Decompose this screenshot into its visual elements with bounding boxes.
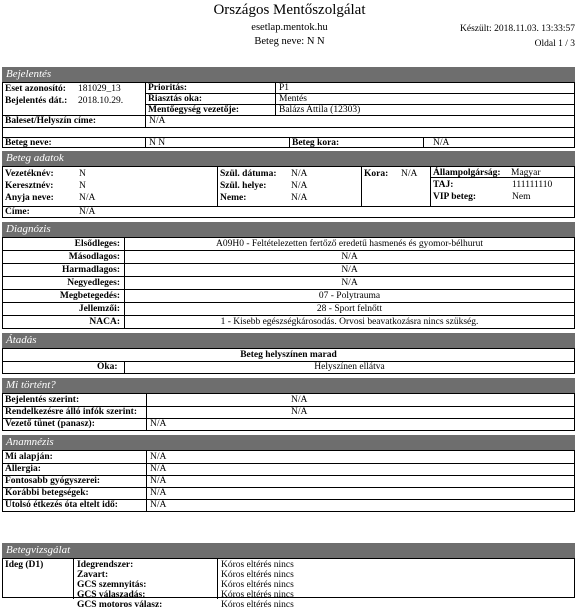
diagnosis-value: N/A [341, 278, 358, 288]
patient-age-label: Beteg kora: [292, 138, 340, 148]
what-reported-value: N/A [291, 395, 308, 405]
sex-label: Neme: [220, 193, 247, 203]
exam-label: Zavart: [77, 570, 109, 580]
tortent-table [2, 393, 575, 431]
diagnosis-label: NACA: [89, 317, 120, 327]
anamnesis-value: N/A [150, 452, 167, 462]
diagnosis-value: N/A [341, 252, 358, 262]
exam-label: GCS motoros válasz: [77, 600, 163, 610]
exam-value: Kóros eltérés nincs [221, 560, 294, 570]
anamnesis-value: N/A [150, 500, 167, 510]
vip-value: Nem [512, 192, 531, 202]
what-available-info-value: N/A [291, 407, 308, 417]
alarm-reason-label: Riasztás oka: [148, 94, 203, 104]
taj-value: 111111110 [512, 180, 553, 190]
exam-label: Idegrendszer: [77, 560, 134, 570]
what-available-info-label: Rendelkezésre álló infók szerint: [5, 407, 138, 417]
main-symptom-label: Vezető tünet (panasz): [5, 419, 95, 429]
citizenship-label: Állampolgárság: [433, 168, 501, 178]
exam-label: GCS válaszadás: [77, 590, 146, 600]
priority-label: Prioritás: [148, 83, 188, 93]
given-name-value: N [79, 181, 86, 191]
bejelentes-table [2, 82, 575, 148]
anamnesis-label: Mi alapján: [5, 452, 53, 462]
section-atadas-header: Átadás [2, 333, 575, 348]
handover-reason-value: Helyszínen ellátva [314, 362, 385, 372]
incident-place-value: N/A [149, 116, 166, 126]
report-date-label: Bejelentés dát.: [5, 96, 68, 106]
exam-value: Kóros eltérés nincs [221, 600, 294, 610]
diagnosis-label: Negyedleges: [67, 278, 120, 288]
incident-place-label: Baleset/Helyszín címe: [5, 116, 97, 126]
sex-value: N/A [291, 193, 308, 203]
birth-date-value: N/A [291, 169, 308, 179]
diagnosis-label: Megbetegedés: [59, 291, 120, 301]
created-timestamp: Készült: 2018.11.03. 13:33:57 [460, 24, 575, 34]
exam-value: Kóros eltérés nincs [221, 570, 294, 580]
vizsgalat-table [2, 558, 575, 610]
section-bejelentes-header: Bejelentés [2, 67, 575, 82]
section-diagnozis-header: Diagnózis [2, 222, 575, 237]
priority-value: P1 [279, 83, 290, 93]
address-value: N/A [79, 207, 96, 217]
section-vizsgalat-header: Betegvizsgálat [2, 543, 575, 558]
age-value: N/A [401, 169, 418, 179]
anamnesis-label: Fontosabb gyógyszerei: [5, 476, 101, 486]
anamnesis-value: N/A [150, 488, 167, 498]
site-url: esetlap.mentok.hu [251, 22, 328, 33]
unit-leader-value: Balázs Attila (12303) [279, 105, 361, 115]
section-beteg-header: Beteg adatok [2, 151, 575, 166]
section-tortent-header: Mi történt? [2, 378, 575, 393]
diagnosis-value: 28 - Sport felnőtt [316, 304, 383, 314]
given-name-label: Keresztnév: [5, 181, 54, 191]
unit-leader-label: Mentőegység vezetője: [148, 105, 239, 115]
anamnesis-value: N/A [150, 476, 167, 486]
diagnosis-label: Harmadlagos: [61, 265, 120, 275]
anamnesis-label: Korábbi betegségek: [5, 488, 89, 498]
exam-value: Kóros eltérés nincs [221, 590, 294, 600]
alarm-reason-value: Mentés [279, 94, 307, 104]
address-label: Címe: [5, 207, 30, 217]
handover-status: Beteg helyszínen marad [240, 350, 337, 360]
case-id-value: 181029_13 [78, 84, 121, 94]
surname-label: Vezetéknév: [5, 169, 54, 179]
diagnosis-label: Elsődleges: [74, 239, 120, 249]
mother-name-label: Anyja neve: [5, 193, 54, 203]
birth-place-label: Szül. helye: [220, 181, 267, 191]
patient-name-label: Beteg neve: [5, 138, 52, 148]
beteg-table [2, 166, 575, 218]
age-label: Kora: [364, 169, 389, 179]
atadas-table [2, 348, 575, 374]
anamnesis-label: Allergia: [5, 464, 41, 474]
patient-name-value: N N [149, 138, 166, 148]
exam-group-label: Ideg (D1) [5, 560, 44, 570]
handover-reason-label: Oka: [97, 362, 118, 372]
patient-line: Beteg neve: N N [254, 36, 325, 47]
anamnezis-table [2, 450, 575, 512]
diagnosis-value: N/A [341, 265, 358, 275]
page-title: Országos Mentőszolgálat [213, 2, 366, 18]
anamnesis-value: N/A [150, 464, 167, 474]
page-number: Oldal 1 / 3 [534, 39, 575, 49]
exam-label: GCS szemnyitás: [77, 580, 147, 590]
citizenship-value: Magyar [511, 168, 541, 178]
anamnesis-label: Utolsó étkezés óta eltelt idő: [5, 500, 118, 510]
what-reported-label: Bejelentés szerint: [5, 395, 80, 405]
exam-value: Kóros eltérés nincs [221, 580, 294, 590]
report-date-value: 2018.10.29. [78, 96, 124, 106]
diagnosis-label: Jellemzői: [78, 304, 120, 314]
birth-date-label: Szül. dátuma: [220, 169, 277, 179]
taj-label: TAJ: [433, 180, 454, 190]
surname-value: N [79, 169, 86, 179]
case-id-label: Eset azonosító: [5, 84, 66, 94]
diagnosis-label: Másodlagos: [68, 252, 120, 262]
mother-name-value: N/A [79, 193, 96, 203]
patient-age-value: N/A [433, 138, 450, 148]
vip-label: VIP beteg: [433, 192, 477, 202]
section-anamnezis-header: Anamnézis [2, 435, 575, 450]
main-symptom-value: N/A [150, 419, 167, 429]
diagnozis-table [2, 237, 575, 329]
birth-place-value: N/A [291, 181, 308, 191]
diagnosis-value: A09H0 - Feltételezetten fertőző eredetű hasmenés és gyomor-bélhurut [215, 239, 484, 249]
diagnosis-value: 1 - Kisebb egészségkárosodás. Orvosi beavatkozásra nincs szükség. [220, 317, 479, 327]
diagnosis-value: 07 - Polytrauma [318, 291, 381, 301]
